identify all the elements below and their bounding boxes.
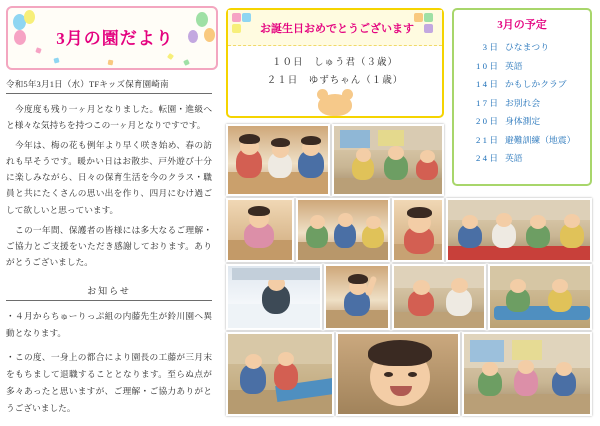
balloon-icon <box>188 30 198 43</box>
confetti-icon <box>53 57 59 63</box>
schedule-day: 2 0 日 <box>476 116 498 127</box>
photo-two-children-indoor <box>392 264 486 330</box>
issue-date-line: 令和5年3月1日（水）TFキッズ保育園崎南 <box>6 78 212 94</box>
schedule-row <box>462 79 582 90</box>
schedule-row <box>462 135 582 146</box>
schedule-label: 避難訓練（地震） <box>505 134 576 145</box>
confetti-icon <box>183 59 190 66</box>
block-icon <box>242 13 251 22</box>
birthday-banner <box>226 8 444 118</box>
birthday-entries <box>228 54 442 90</box>
birthday-title-band <box>228 10 442 46</box>
bear-icon <box>318 94 352 116</box>
schedule-row <box>462 116 582 127</box>
schedule-label: ひなまつり <box>505 42 549 52</box>
photo-children-costumes <box>296 198 390 262</box>
block-icon <box>232 24 241 33</box>
schedule-label: お別れ会 <box>505 97 541 108</box>
photo-group-activity <box>446 198 592 262</box>
schedule-day: 1 7 日 <box>476 97 498 108</box>
body-paragraph: この一年間、保護者の皆様には多大なるご理解・ご協力とご支援をいただき感謝しております。ありがとうございました。 <box>6 224 212 267</box>
photo-classroom-play <box>332 124 444 196</box>
schedule-day: 1 4 日 <box>476 79 498 90</box>
monthly-schedule-box <box>452 8 592 186</box>
photo-child-reaching <box>324 264 390 330</box>
block-icon <box>232 13 241 22</box>
balloon-icon <box>204 28 215 42</box>
schedule-label: 英語 <box>505 60 523 71</box>
photo-children-slide-2 <box>226 332 334 416</box>
schedule-row <box>462 42 582 53</box>
confetti-icon <box>108 60 114 66</box>
photo-children-room-wide <box>462 332 592 416</box>
newsletter-title-box <box>6 6 218 70</box>
newsletter-body <box>6 101 212 270</box>
schedule-row <box>462 153 582 164</box>
schedule-label: 英語 <box>505 153 523 164</box>
block-icon <box>424 13 433 22</box>
schedule-day: 1 0 日 <box>476 60 498 71</box>
schedule-day: 2 1 日 <box>476 134 498 145</box>
birthday-entry: １０日 しゅう君（３歳） <box>271 58 398 68</box>
balloon-icon <box>196 12 208 27</box>
confetti-icon <box>35 47 41 53</box>
confetti-icon <box>167 53 174 60</box>
photo-toddler-portrait <box>392 198 444 262</box>
schedule-label: 身体測定 <box>505 116 541 127</box>
page-title: 3月の園だより <box>56 29 174 48</box>
photo-snow-play <box>226 264 322 330</box>
schedule-label: かもしかクラブ <box>505 79 567 90</box>
schedule-row <box>462 61 582 72</box>
photo-smiling-boy-closeup <box>336 332 460 416</box>
photo-children-slide <box>488 264 592 330</box>
balloon-icon <box>24 10 35 24</box>
newsletter-left-column <box>6 6 218 420</box>
photo-child-craft <box>226 198 294 262</box>
birthday-title: お誕生日おめでとうございます <box>260 23 414 35</box>
balloon-icon <box>14 30 26 45</box>
schedule-row <box>462 98 582 109</box>
photo-children-table-snack <box>226 124 330 196</box>
body-paragraph: 今度度も残り一ヶ月となりました。転園・進級へと様々な気持ちを持つこの一ヶ月となりですです。 <box>6 104 212 131</box>
notice-body <box>6 308 212 417</box>
schedule-day: 3 日 <box>482 42 498 52</box>
notice-item: ・４月からちゅーりっぷ組の内藤先生が鈴川園へ異動となります。 <box>6 310 212 338</box>
notice-heading: お知らせ <box>6 284 212 301</box>
birthday-entry: ２１日 ゆずちゃん（１歳） <box>266 76 404 87</box>
schedule-day: 2 4 日 <box>476 153 498 164</box>
schedule-title: 3月の予定 <box>497 19 547 31</box>
block-icon <box>424 24 433 33</box>
notice-item: ・この度、一身上の都合により園長の工藤が三月末をもちまして退職することとなります。至らぬ点が多々あったと思いますが、ご理解・ご協力ありがとうございました。 <box>6 351 212 413</box>
body-paragraph: 今年は、梅の花も例年より早く咲き始め、春の訪れも早そうです。暖かい日はお散歩、戸外遊び十分に楽しみながら、日々の保育生活を今のクラス・職員と共にたくさんの思い出を作り、四月にむけ過ごして欲しいと思っています。 <box>6 140 212 215</box>
